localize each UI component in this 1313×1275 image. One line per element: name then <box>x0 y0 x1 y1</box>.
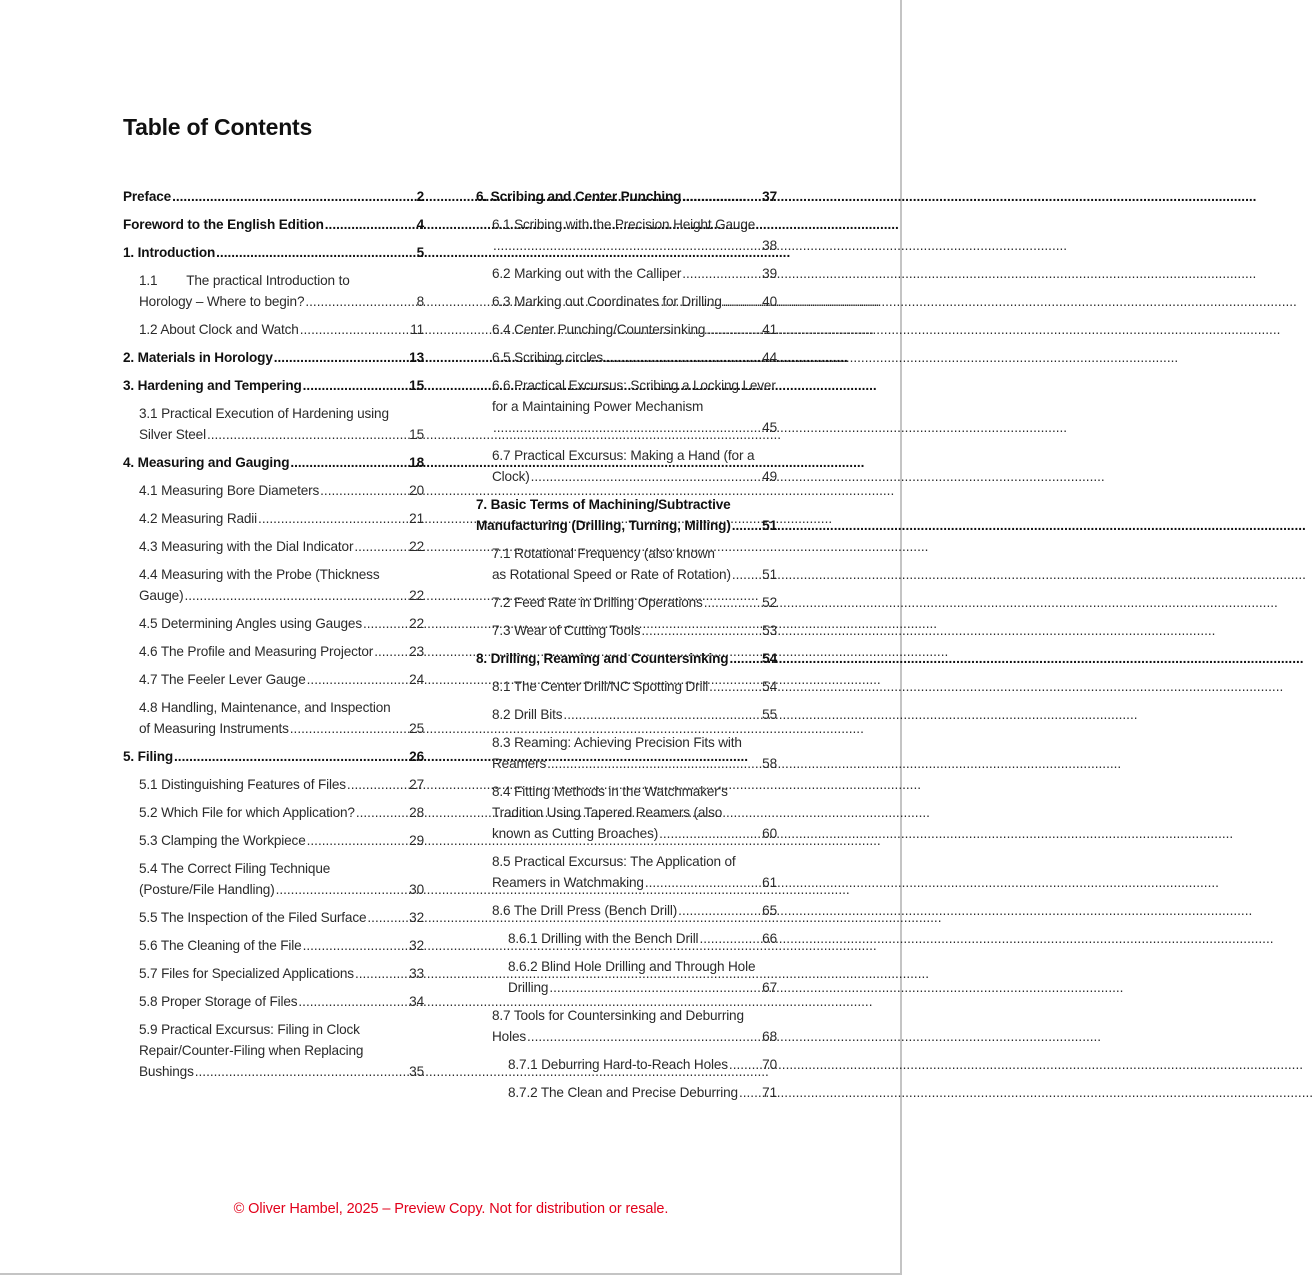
toc-page-number: 22 <box>409 588 424 603</box>
toc-entry-line <box>492 753 777 774</box>
dot-leader <box>706 319 761 340</box>
dot-leader <box>300 319 409 340</box>
toc-entry-line <box>492 620 777 641</box>
toc-entry-title: 8.2 Drill Bits <box>492 707 563 722</box>
toc-page-number: 49 <box>762 469 777 484</box>
toc-entry[interactable] <box>123 452 424 473</box>
dot-leader <box>184 585 408 606</box>
toc-entry-line <box>139 802 424 823</box>
toc-entry-line <box>508 928 777 949</box>
dot-leader <box>305 291 415 312</box>
toc-page-number: 54 <box>762 679 777 694</box>
toc-entry-title: 6.6 Practical Excursus: Scribing a Locking Lever for a Maintaining Power Mechanism <box>492 378 776 414</box>
toc-page-number: 44 <box>762 350 777 365</box>
toc-page-number: 67 <box>762 980 777 995</box>
toc-entry-title: 4.1 Measuring Bore Diameters <box>139 483 320 498</box>
toc-entry-title: 1. Introduction <box>123 245 216 260</box>
toc-page-number: 27 <box>409 777 424 792</box>
toc-entry-line <box>492 564 777 585</box>
toc-entry[interactable] <box>123 536 424 557</box>
toc-page-number: 61 <box>762 875 777 890</box>
toc-page-number: 40 <box>762 294 777 309</box>
dot-leader <box>547 753 761 774</box>
toc-entry-title: Bushings <box>139 1064 194 1079</box>
toc-page-number: 11 <box>410 322 424 337</box>
toc-entry-title: of Measuring Instruments <box>139 721 289 736</box>
dot-leader <box>207 424 408 445</box>
toc-entry-line <box>492 592 777 613</box>
toc-entry-title: known as Cutting Broaches) <box>492 826 659 841</box>
toc-entry[interactable] <box>123 963 424 984</box>
toc-page-number: 35 <box>409 1064 424 1079</box>
dot-leader <box>303 375 409 396</box>
toc-page-number: 39 <box>762 266 777 281</box>
dot-leader <box>493 235 761 256</box>
toc-page-number: 58 <box>762 756 777 771</box>
toc-entry[interactable] <box>476 445 777 487</box>
toc-entry-line <box>139 935 424 956</box>
toc-entry[interactable] <box>476 319 777 340</box>
toc-page-number: 70 <box>762 1057 777 1072</box>
dot-leader <box>274 347 408 368</box>
toc-entry-line <box>492 704 777 725</box>
toc-entry[interactable] <box>476 214 777 256</box>
toc-entry-title: 7. Basic Terms of Machining/Subtractive <box>476 497 731 512</box>
toc-entry[interactable] <box>476 1082 777 1103</box>
toc-entry-line <box>139 508 424 529</box>
toc-page-number: 24 <box>409 672 424 687</box>
toc-entry-line <box>492 823 777 844</box>
dot-leader <box>307 830 409 851</box>
toc-entry-line <box>508 977 777 998</box>
toc-entry[interactable] <box>123 319 424 340</box>
dot-leader <box>374 641 408 662</box>
toc-entry-title: (Posture/File Handling) <box>139 882 275 897</box>
toc-entry-title: 5.5 The Inspection of the Filed Surface <box>139 910 367 925</box>
toc-page-number: 37 <box>762 189 777 204</box>
toc-entry[interactable] <box>123 935 424 956</box>
dot-leader <box>531 466 762 487</box>
dot-leader <box>723 291 761 312</box>
toc-entry-title: 7.1 Rotational Frequency (also known <box>492 546 715 561</box>
toc-entry[interactable] <box>123 669 424 690</box>
toc-entry-title: Reamers in Watchmaking <box>492 875 644 890</box>
toc-entry-line <box>139 613 424 634</box>
toc-page-number: 2 <box>416 189 424 204</box>
toc-entry-title: 4.6 The Profile and Measuring Projector <box>139 644 374 659</box>
dot-leader <box>549 977 761 998</box>
toc-entry[interactable] <box>123 347 424 368</box>
toc-entry-title: 8.6.2 Blind Hole Drilling and Through Hole <box>508 959 756 974</box>
toc-page-number: 30 <box>409 882 424 897</box>
toc-entry[interactable] <box>476 648 777 669</box>
toc-entry[interactable] <box>476 291 777 312</box>
toc-entry-line <box>139 585 424 606</box>
dot-leader <box>739 1082 761 1103</box>
toc-entry-title: 6.3 Marking out Coordinates for Drilling <box>492 294 722 309</box>
toc-page-number: 55 <box>762 707 777 722</box>
toc-entry-title: 8.7.2 The Clean and Precise Deburring <box>508 1085 738 1100</box>
toc-page-number: 5 <box>416 245 424 260</box>
toc-page-number: 65 <box>762 903 777 918</box>
toc-page-number: 20 <box>409 483 424 498</box>
toc-page-number: 38 <box>762 238 777 253</box>
toc-entry-title: 5. Filing <box>123 749 174 764</box>
toc-entry-line <box>492 319 777 340</box>
toc-entry-title: Horology – Where to begin? <box>139 294 305 309</box>
dot-leader <box>729 648 761 669</box>
toc-page-number: 22 <box>409 616 424 631</box>
dot-leader <box>682 186 761 207</box>
toc-entry[interactable] <box>123 242 424 263</box>
toc-entry[interactable] <box>476 676 777 697</box>
toc-entry-line <box>139 641 424 662</box>
toc-entry-title: 4. Measuring and Gauging <box>123 455 290 470</box>
toc-entry-title: 5.8 Proper Storage of Files <box>139 994 298 1009</box>
toc-entry-title: 6.1 Scribing with the Precision Height Gauge <box>492 217 756 232</box>
toc-entry-title: as Rotational Speed or Rate of Rotation) <box>492 567 731 582</box>
toc-entry-line <box>492 347 777 368</box>
toc-page-number: 54 <box>762 651 777 666</box>
toc-entry-line <box>492 872 777 893</box>
toc-entry-title: 3. Hardening and Tempering <box>123 378 302 393</box>
toc-entry-line <box>492 466 777 487</box>
toc-page-number: 45 <box>762 420 777 435</box>
toc-entry-line <box>123 214 424 235</box>
toc-entry-line <box>139 480 424 501</box>
toc-entry-line <box>492 263 777 284</box>
toc-entry-title: 5.4 The Correct Filing Technique <box>139 861 331 876</box>
dot-leader <box>276 879 409 900</box>
toc-page-number: 34 <box>409 994 424 1009</box>
dot-leader <box>659 823 761 844</box>
dot-leader <box>347 774 408 795</box>
toc-entry[interactable] <box>123 186 424 207</box>
dot-leader <box>258 508 408 529</box>
toc-entry[interactable] <box>123 746 424 767</box>
toc-page-number: 22 <box>409 539 424 554</box>
toc-entry[interactable] <box>476 186 777 207</box>
toc-page-number: 28 <box>409 805 424 820</box>
toc-entry-title: 5.1 Distinguishing Features of Files <box>139 777 346 792</box>
toc-page-number: 15 <box>409 427 424 442</box>
toc-entry[interactable] <box>123 375 424 396</box>
toc-entry-title: 8.7 Tools for Countersinking and Deburring <box>492 1008 744 1023</box>
toc-page-number: 8 <box>416 294 424 309</box>
toc-entry[interactable] <box>123 214 424 235</box>
toc-entry-title: 6.7 Practical Excursus: Making a Hand (for a <box>492 448 755 463</box>
toc-page-number: 26 <box>409 749 424 764</box>
toc-entry-line <box>139 963 424 984</box>
dot-leader <box>645 872 761 893</box>
toc-entry-line <box>123 186 424 207</box>
toc-entry-title: 4.7 The Feeler Lever Gauge <box>139 672 306 687</box>
toc-entry[interactable] <box>476 375 777 438</box>
toc-entry[interactable] <box>123 403 424 445</box>
toc-page-number: 33 <box>409 966 424 981</box>
toc-entry-line <box>492 291 777 312</box>
toc-entry-line <box>476 515 777 536</box>
toc-page-number: 53 <box>762 623 777 638</box>
toc-entry[interactable] <box>123 907 424 928</box>
toc-entry-title: 8.3 Reaming: Achieving Precision Fits with <box>492 735 742 750</box>
toc-page-number: 60 <box>762 826 777 841</box>
toc-entry-title: 7.2 Feed Rate in Drilling Operations <box>492 595 703 610</box>
toc-entry-line <box>508 1054 777 1075</box>
toc-entry-line <box>123 347 424 368</box>
toc-entry[interactable] <box>123 802 424 823</box>
dot-leader <box>367 907 408 928</box>
toc-entry-title: 6. Scribing and Center Punching <box>476 189 682 204</box>
toc-entry-title: 5.2 Which File for which Application? <box>139 805 355 820</box>
dot-leader <box>704 592 761 613</box>
toc-entry-line <box>139 774 424 795</box>
toc-entry[interactable] <box>123 480 424 501</box>
toc-page-number: 52 <box>762 595 777 610</box>
toc-entry[interactable] <box>476 592 777 613</box>
toc-entry[interactable] <box>123 1019 424 1082</box>
toc-entry-title: 7.3 Wear of Cutting Tools <box>492 623 641 638</box>
toc-entry-title: 5.3 Clamping the Workpiece <box>139 833 306 848</box>
toc-entry[interactable] <box>476 543 777 585</box>
toc-entry-line <box>492 900 777 921</box>
toc-entry[interactable] <box>123 697 424 739</box>
toc-page-number: 13 <box>409 350 424 365</box>
toc-page-number: 51 <box>762 518 777 533</box>
toc-entry-title: Reamers <box>492 756 547 771</box>
toc-page-number: 32 <box>409 938 424 953</box>
toc-entry-title: Holes <box>492 1029 527 1044</box>
toc-entry-line <box>139 669 424 690</box>
toc-page-number: 71 <box>762 1085 777 1100</box>
dot-leader <box>290 718 408 739</box>
toc-entry-title: 1.1 The practical Introduction to <box>139 273 350 288</box>
toc-entry-title: 5.9 Practical Excursus: Filing in Clock Repair/Counter-Filing when Replacing <box>139 1022 364 1058</box>
toc-page-number: 68 <box>762 1029 777 1044</box>
dot-leader <box>729 1054 761 1075</box>
toc-entry[interactable] <box>123 613 424 634</box>
toc-entry-line <box>139 907 424 928</box>
toc-page-number: 23 <box>409 644 424 659</box>
toc-entry[interactable] <box>476 732 777 774</box>
dot-leader <box>641 620 761 641</box>
toc-page-number: 32 <box>409 910 424 925</box>
dot-leader <box>709 676 761 697</box>
toc-entry-line <box>492 235 777 256</box>
toc-page-number: 4 <box>416 217 424 232</box>
toc-entry-title: 8.7.1 Deburring Hard-to-Reach Holes <box>508 1057 728 1072</box>
toc-entry-line <box>508 1082 777 1103</box>
toc-entry-title: 8.4 Fitting Methods in the Watchmaker's Tradition Using Tapered Reamers (also <box>492 784 728 820</box>
toc-page-number: 25 <box>409 721 424 736</box>
dot-leader <box>290 452 408 473</box>
dot-leader <box>682 263 761 284</box>
dot-leader <box>604 347 761 368</box>
toc-entry-line <box>123 242 424 263</box>
toc-entry-title: 6.5 Scribing circles <box>492 350 604 365</box>
toc-entry-title: 8.1 The Center Drill/NC Spotting Drill <box>492 679 709 694</box>
toc-entry-title: 4.5 Determining Angles using Gauges <box>139 616 362 631</box>
toc-entry-line <box>139 991 424 1012</box>
dot-leader <box>216 242 415 263</box>
dot-leader <box>493 417 761 438</box>
toc-entry-title: 4.4 Measuring with the Probe (Thickness <box>139 567 380 582</box>
toc-entry-title: 4.8 Handling, Maintenance, and Inspection <box>139 700 391 715</box>
toc-entry-line <box>492 676 777 697</box>
dot-leader <box>174 746 408 767</box>
toc-entry-title: 8.6 The Drill Press (Bench Drill) <box>492 903 678 918</box>
dot-leader <box>356 802 408 823</box>
dot-leader <box>563 704 761 725</box>
toc-entry-title: 5.6 The Cleaning of the File <box>139 938 302 953</box>
toc-entry-title: 8.6.1 Drilling with the Bench Drill <box>508 931 699 946</box>
toc-entry-title: Clock) <box>492 469 530 484</box>
toc-entry-line <box>492 417 777 438</box>
toc-entry[interactable] <box>123 270 424 312</box>
toc-entry[interactable] <box>476 1005 777 1047</box>
toc-entry[interactable] <box>123 641 424 662</box>
toc-entry[interactable] <box>476 704 777 725</box>
toc-entry[interactable] <box>123 564 424 606</box>
dot-leader <box>527 1026 761 1047</box>
toc-entry-title: 6.4 Center Punching/Countersinking <box>492 322 706 337</box>
toc-entry[interactable] <box>123 991 424 1012</box>
toc-entry-title: 8. Drilling, Reaming and Countersinking <box>476 651 729 666</box>
toc-entry[interactable] <box>476 494 777 536</box>
dot-leader <box>320 480 408 501</box>
toc-entry[interactable] <box>476 781 777 844</box>
dot-leader <box>195 1061 408 1082</box>
toc-page-number: 29 <box>409 833 424 848</box>
toc-entry-line <box>476 186 777 207</box>
dot-leader <box>363 613 408 634</box>
toc-entry-line <box>139 718 424 739</box>
dot-leader <box>354 536 408 557</box>
toc-entry-line <box>123 375 424 396</box>
dot-leader <box>699 928 761 949</box>
toc-entry-line <box>492 1026 777 1047</box>
toc-entry-line <box>139 879 424 900</box>
dot-leader <box>732 515 761 536</box>
toc-entry-title: 1.2 About Clock and Watch <box>139 322 299 337</box>
toc-entry[interactable] <box>123 508 424 529</box>
copyright-notice: © Oliver Hambel, 2025 – Preview Copy. Not for distribution or resale. <box>233 1201 669 1217</box>
toc-entry-line <box>139 536 424 557</box>
toc-entry[interactable] <box>476 620 777 641</box>
toc-page-number: 41 <box>762 322 777 337</box>
toc-entry-title: Silver Steel <box>139 427 206 442</box>
toc-column-left <box>123 186 424 1089</box>
toc-entry-title: 2. Materials in Horology <box>123 350 273 365</box>
toc-entry[interactable] <box>476 851 777 893</box>
toc-entry-line <box>139 1061 424 1082</box>
toc-entry[interactable] <box>476 900 777 921</box>
toc-entry-line <box>476 648 777 669</box>
toc-entry[interactable] <box>476 928 777 949</box>
dot-leader <box>298 991 408 1012</box>
toc-entry-title: 3.1 Practical Execution of Hardening using <box>139 406 389 421</box>
toc-entry[interactable] <box>123 858 424 900</box>
toc-entry-line <box>139 319 424 340</box>
toc-entry-title: 4.2 Measuring Radii <box>139 511 258 526</box>
toc-entry[interactable] <box>476 1054 777 1075</box>
toc-entry-title: Preface <box>123 189 172 204</box>
toc-entry[interactable] <box>476 956 777 998</box>
toc-entry[interactable] <box>476 347 777 368</box>
toc-entry-line <box>139 830 424 851</box>
toc-page-number: 18 <box>409 455 424 470</box>
dot-leader <box>732 564 761 585</box>
toc-page-number: 21 <box>409 511 424 526</box>
toc-column-right <box>476 186 777 1110</box>
toc-entry-title: 6.2 Marking out with the Calliper <box>492 266 682 281</box>
toc-entry-title: 5.7 Files for Specialized Applications <box>139 966 354 981</box>
toc-page-number: 51 <box>762 567 777 582</box>
toc-entry-title: 8.5 Practical Excursus: The Application of <box>492 854 736 869</box>
toc-entry-title: 4.3 Measuring with the Dial Indicator <box>139 539 354 554</box>
dot-leader <box>307 669 409 690</box>
toc-page-number: 15 <box>409 378 424 393</box>
toc-entry-line <box>123 746 424 767</box>
toc-entry-title: Gauge) <box>139 588 184 603</box>
dot-leader <box>355 963 408 984</box>
toc-entry-line <box>139 291 424 312</box>
toc-entry-line <box>123 452 424 473</box>
toc-entry[interactable] <box>123 774 424 795</box>
dot-leader <box>172 186 416 207</box>
toc-page-number: 66 <box>762 931 777 946</box>
toc-entry-title: Manufacturing (Drilling, Turning, Milling) <box>476 518 731 533</box>
dot-leader <box>678 900 761 921</box>
toc-entry-line <box>139 424 424 445</box>
dot-leader <box>303 935 409 956</box>
toc-entry[interactable] <box>476 263 777 284</box>
toc-entry-title: Drilling <box>508 980 549 995</box>
dot-leader <box>325 214 416 235</box>
toc-entry[interactable] <box>123 830 424 851</box>
toc-entry-title: Foreword to the English Edition <box>123 217 324 232</box>
page-title: Table of Contents <box>123 114 313 140</box>
